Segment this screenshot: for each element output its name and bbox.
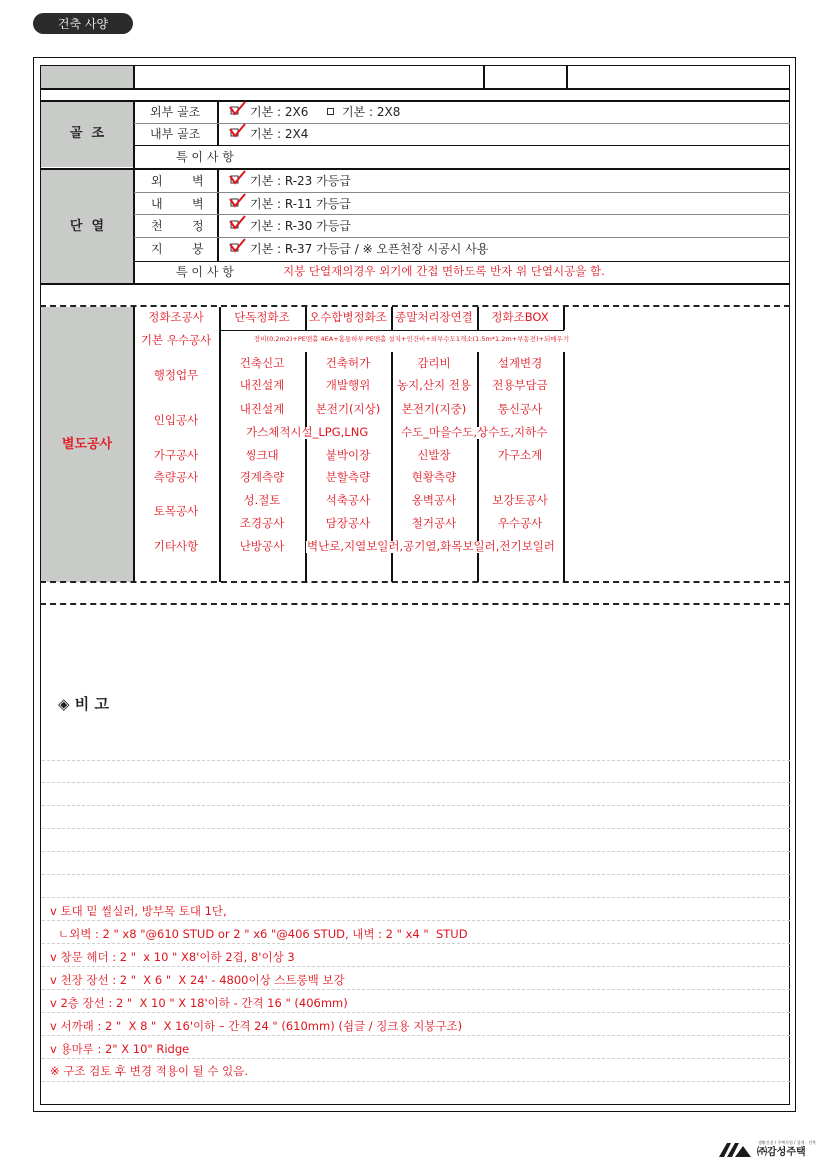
structure-remarks-line	[134, 145, 790, 146]
septic-item[interactable]: 단독정화조	[234, 310, 290, 324]
civil-item[interactable]: 우수공사	[497, 516, 543, 530]
check-icon	[229, 193, 246, 209]
works-col-divider-5	[563, 307, 565, 330]
septic-label: 정화조공사	[148, 310, 204, 324]
ruled-line	[42, 760, 790, 761]
interior-wall-value[interactable]: 기본 : R-11 가등급	[250, 197, 351, 211]
septic-item[interactable]: 종말처리장연결	[395, 310, 473, 324]
admin-item[interactable]: 설계변경	[497, 356, 543, 370]
checkbox-icon[interactable]	[327, 108, 334, 115]
furniture-item[interactable]: 씽크대	[245, 448, 279, 462]
exterior-wall-label-b: 벽	[192, 174, 204, 188]
structure-group-label: 골 조	[69, 126, 105, 141]
utility-item[interactable]: 본전기(지중)	[401, 402, 467, 416]
check-icon	[229, 101, 246, 117]
ruled-line	[42, 920, 790, 921]
basic-rain-label: 기본 우수공사	[140, 333, 212, 347]
survey-label: 측량공사	[153, 470, 199, 484]
ruled-line	[42, 966, 790, 967]
structure-top	[41, 100, 790, 102]
ruled-line	[42, 851, 790, 852]
separate-works-group-label: 별도공사	[61, 437, 113, 452]
ceiling-label-a: 천	[151, 219, 163, 233]
interior-wall-label-b: 벽	[192, 197, 204, 211]
header-divider-3	[566, 66, 568, 88]
furniture-item[interactable]: 가구소계	[497, 448, 543, 462]
ruled-line	[42, 897, 790, 898]
admin-item[interactable]: 전용부담금	[492, 378, 548, 392]
furniture-item[interactable]: 붙박이장	[325, 448, 371, 462]
admin-item[interactable]: 감리비	[417, 356, 451, 370]
civil-item[interactable]: 담장공사	[325, 516, 371, 530]
works-row-line	[219, 330, 564, 331]
insulation-group-label: 단 열	[69, 219, 105, 234]
civil-label: 토목공사	[153, 504, 199, 518]
check-icon	[229, 215, 246, 231]
structure-bottom	[41, 168, 790, 170]
ceiling-value[interactable]: 기본 : R-30 가등급	[250, 219, 351, 233]
admin-label: 행정업무	[153, 368, 199, 382]
furniture-label: 가구공사	[153, 448, 199, 462]
roof-value[interactable]: 기본 : R-37 가등급 / ※ 오픈천장 시공시 사용	[250, 242, 489, 256]
remarks-note: v 서까래 : 2 " X 8 " X 16'이하 – 간격 24 " (610mm) (쉼글 / 징크용 지붕구조)	[50, 1019, 463, 1033]
check-icon	[229, 170, 246, 186]
check-icon	[229, 123, 246, 139]
utility-water[interactable]: 수도_마을수도,상수도,지하수	[401, 425, 548, 439]
admin-item[interactable]: 건축허가	[325, 356, 371, 370]
ruled-line	[42, 805, 790, 806]
dashed-separator	[40, 603, 790, 605]
ceiling-label-b: 정	[192, 219, 204, 233]
etc-label: 기타사항	[153, 539, 199, 553]
survey-item[interactable]: 경계측량	[239, 470, 285, 484]
admin-item[interactable]: 건축신고	[239, 356, 285, 370]
civil-item[interactable]: 조경공사	[239, 516, 285, 530]
remarks-note: ㄴ외벽 : 2 " x8 "@610 STUD or 2 " x6 "@406 STUD, 내벽 : 2 " x4 " STUD	[58, 927, 468, 941]
company-name: ㈜감성주택	[757, 1147, 806, 1158]
basic-rain-detail: 장비(0.2m2)+PE맨홀 4EA+홈통하부 PE맨홀 설치+인건비+외부수도1개소(1.5m*1.2m+부동전)+되메우기	[254, 335, 570, 343]
ruled-line	[42, 874, 790, 875]
roof-label-a: 지	[151, 242, 163, 256]
septic-item[interactable]: 정화조BOX	[491, 310, 549, 324]
civil-item[interactable]: 철거공사	[411, 516, 457, 530]
works-col-divider-5b	[563, 352, 565, 582]
admin-item[interactable]: 농지,산지 전용	[397, 378, 471, 392]
remarks-note: v 천장 장선 : 2 " X 6 " X 24' - 4800이상 스트롱백 보강	[50, 973, 345, 987]
septic-item[interactable]: 오수합병정화조	[309, 310, 387, 324]
header-divider-2	[483, 66, 485, 88]
insulation-remarks-value: 지붕 단열재의경우 외기에 간접 면하도록 반자 위 단열시공을 함.	[283, 264, 605, 278]
insulation-remarks-label: 특 이 사 항	[176, 265, 234, 279]
insulation-label-divider	[217, 169, 219, 261]
exterior-frame-option-2[interactable]: 기본 : 2X8	[342, 105, 401, 119]
ruled-line	[42, 782, 790, 783]
interior-frame-option-1[interactable]: 기본 : 2X4	[250, 127, 309, 141]
exterior-wall-value[interactable]: 기본 : R-23 가등급	[250, 174, 351, 188]
remarks-title: ◈ 비 고	[58, 695, 109, 713]
interior-wall-label-a: 내	[151, 197, 163, 211]
ruled-line	[42, 989, 790, 990]
ruled-line	[42, 1012, 790, 1013]
remarks-note: v 창문 헤더 : 2 " x 10 " X8'이하 2겹, 8'이상 3	[50, 950, 295, 964]
dashed-separator	[40, 305, 790, 307]
remarks-note: v 용마루 : 2" X 10" Ridge	[50, 1042, 190, 1056]
utility-item[interactable]: 통신공사	[497, 402, 543, 416]
company-tagline: 생활건강 / 주택사업 / 설계 · 건축	[758, 1140, 816, 1145]
civil-item[interactable]: 석축공사	[325, 493, 371, 507]
structure-remarks-label: 특 이 사 항	[176, 150, 234, 164]
remarks-note: ※ 구조 검토 후 변경 적용이 될 수 있음.	[50, 1064, 249, 1078]
remarks-note: v 토대 밑 씰실러, 방부목 토대 1단,	[50, 904, 227, 918]
etc-span[interactable]: 벽난로,지열보일러,공기열,화목보일러,전기보일러	[307, 539, 555, 553]
ruled-line	[42, 1058, 790, 1059]
section-tab-label: 건축 사양	[57, 17, 109, 31]
utility-label: 인입공사	[153, 413, 199, 427]
admin-item[interactable]: 개발행위	[325, 378, 371, 392]
ruled-line	[42, 1035, 790, 1036]
check-icon	[229, 238, 246, 254]
roof-label-b: 붕	[192, 242, 204, 256]
civil-item[interactable]: 옹벽공사	[411, 493, 457, 507]
exterior-wall-label-a: 외	[151, 174, 163, 188]
exterior-frame-option-1[interactable]: 기본 : 2X6	[250, 105, 309, 119]
civil-item[interactable]: 성.절토	[243, 493, 281, 507]
furniture-item[interactable]: 신발장	[417, 448, 451, 462]
etc-item[interactable]: 난방공사	[239, 539, 285, 553]
insulation-remarks-line	[134, 261, 790, 262]
utility-item[interactable]: 내진설계	[239, 402, 285, 416]
interior-frame-label: 내부 골조	[150, 127, 201, 141]
survey-item[interactable]: 현황측량	[411, 470, 457, 484]
ruled-line	[42, 828, 790, 829]
remarks-note: v 2층 장선 : 2 " X 10 " X 18'이하 - 간격 16 " (406mm)	[50, 996, 348, 1010]
utility-gas[interactable]: 가스체적시설_LPG,LNG	[246, 425, 369, 439]
header-gray-cell	[41, 66, 133, 88]
admin-item[interactable]: 내진설계	[239, 378, 285, 392]
ruled-line	[42, 1081, 790, 1082]
civil-item[interactable]: 보강토공사	[492, 493, 548, 507]
ruled-line	[42, 943, 790, 944]
insulation-bottom	[41, 283, 790, 285]
header-row-bottom	[41, 88, 790, 90]
company-logo-icon	[717, 1140, 753, 1158]
survey-item[interactable]: 분할측량	[325, 470, 371, 484]
utility-item[interactable]: 본전기(지상)	[315, 402, 381, 416]
exterior-frame-label: 외부 골조	[150, 105, 201, 119]
dashed-separator	[40, 581, 790, 583]
header-divider-1	[133, 66, 135, 88]
